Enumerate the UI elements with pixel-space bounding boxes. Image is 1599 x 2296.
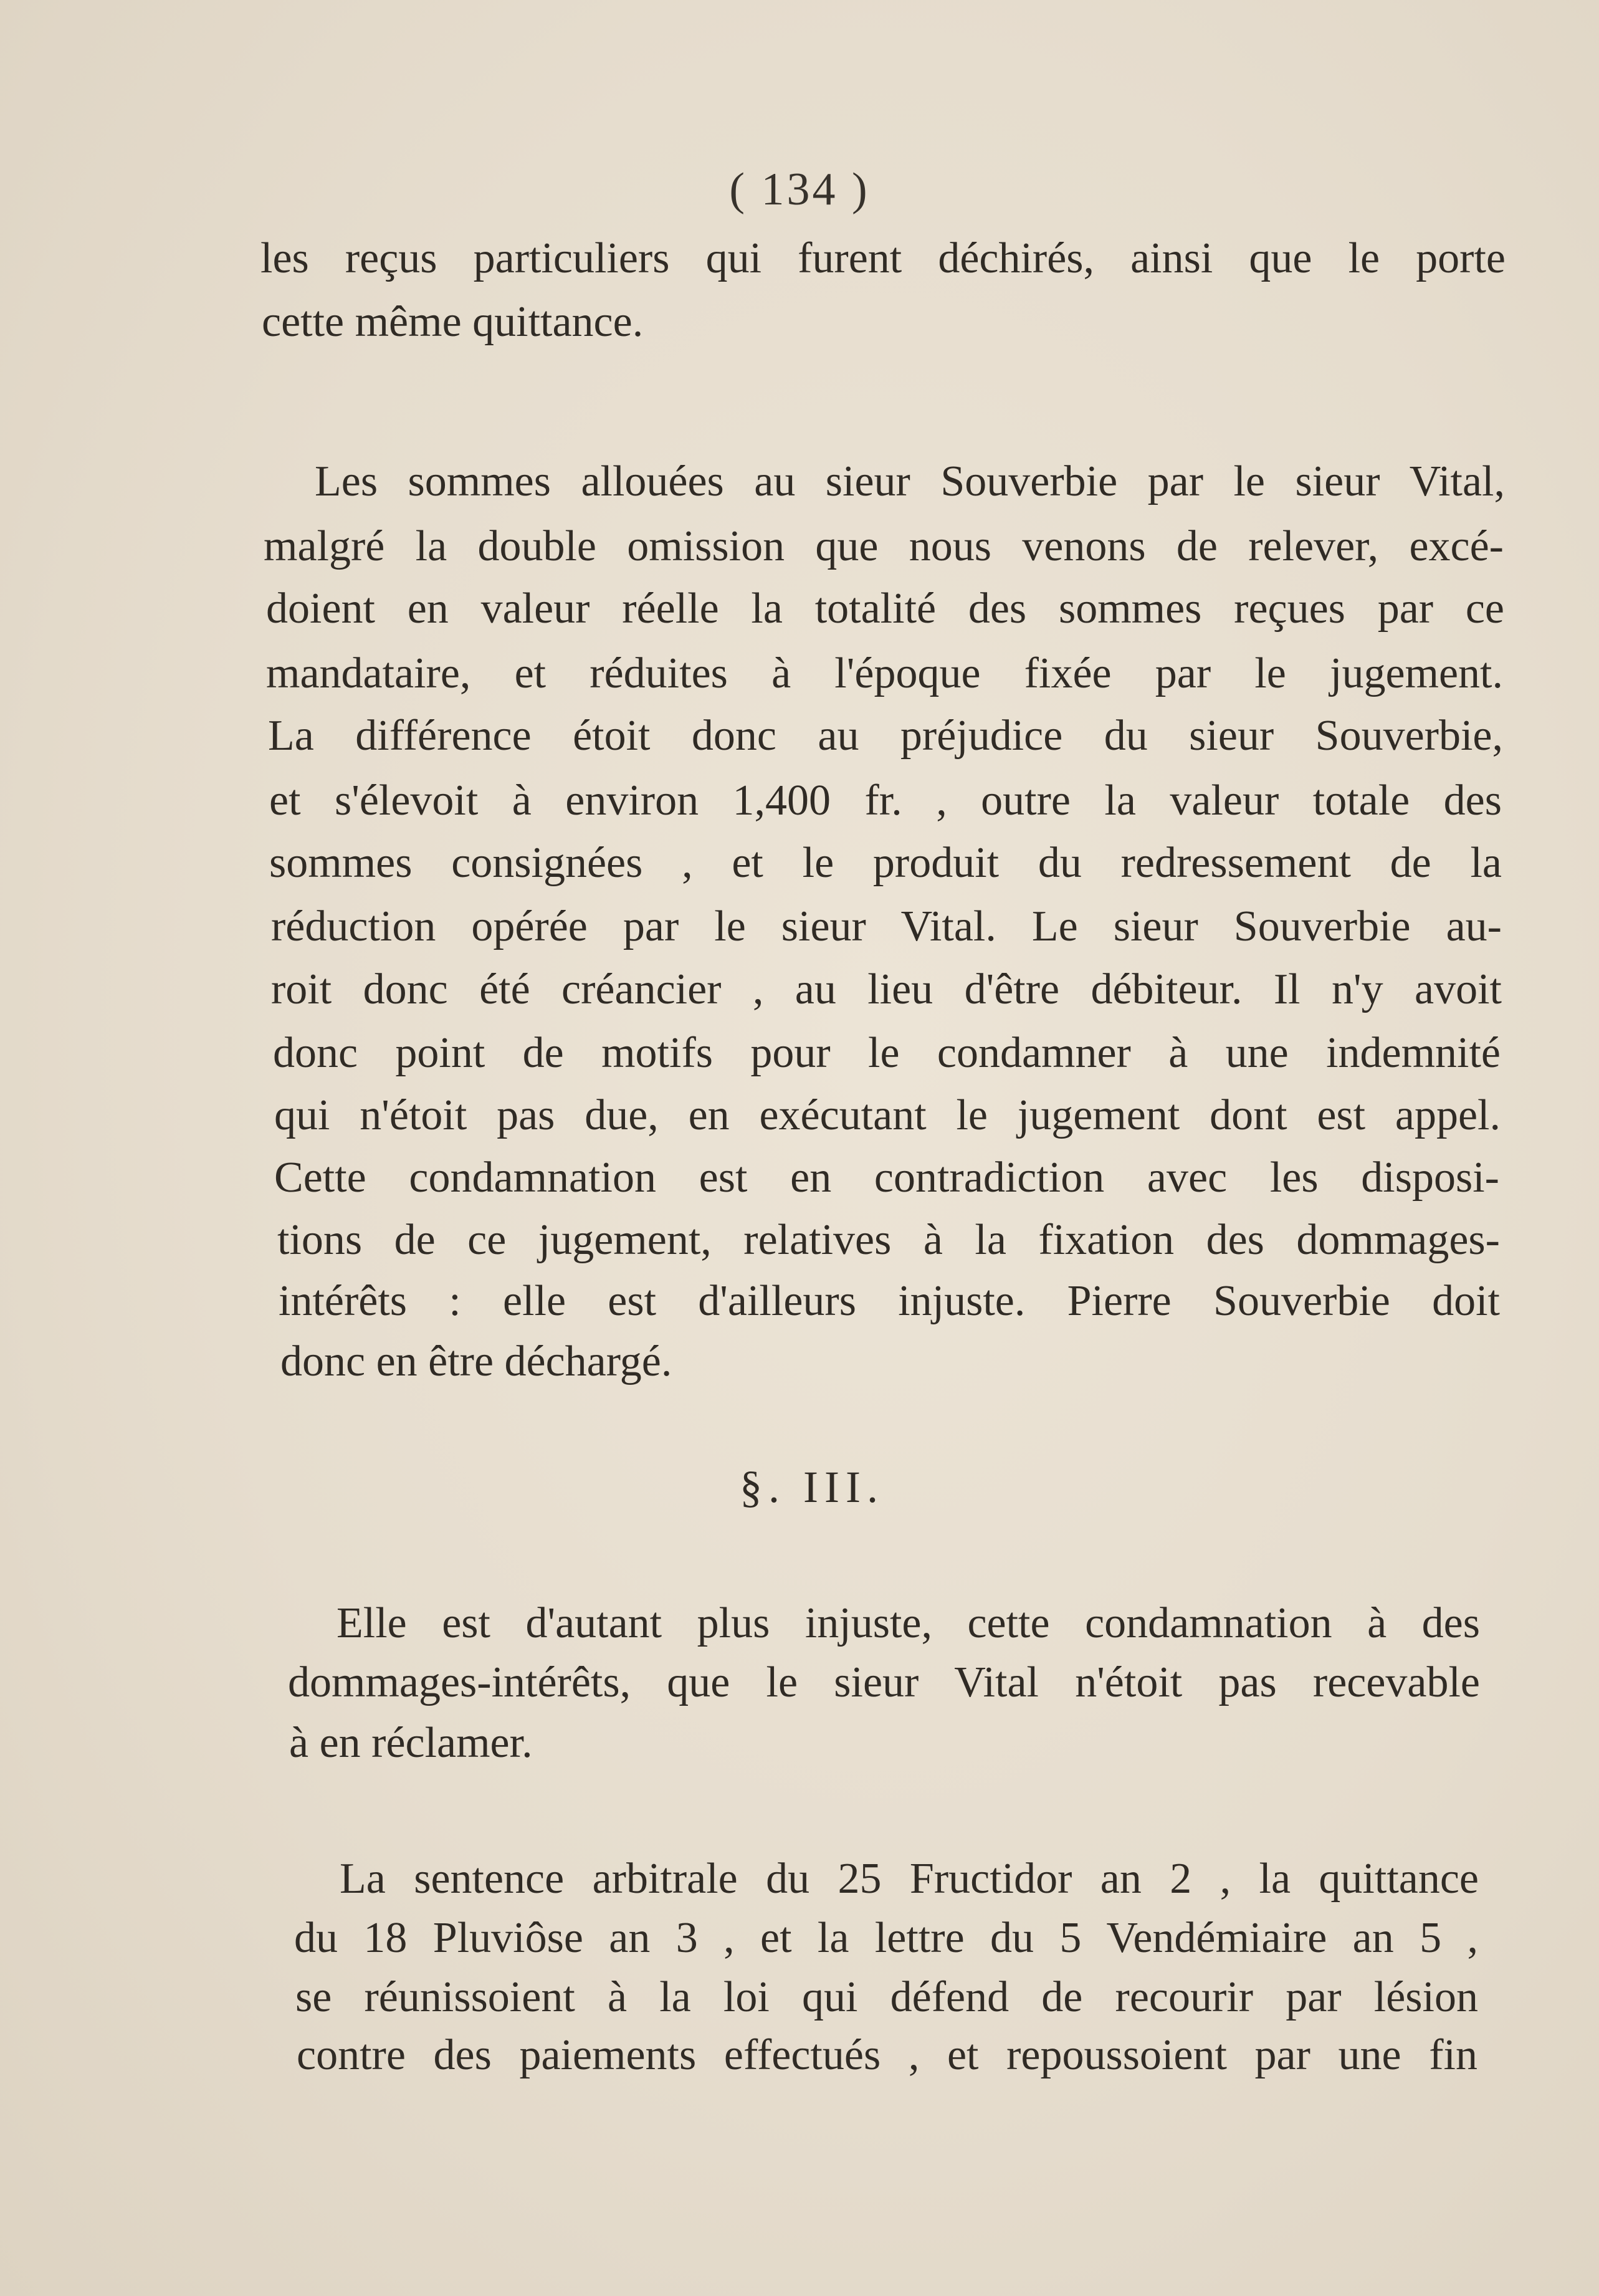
text-line: tions de ce jugement, relatives à la fixation des dommages- bbox=[277, 1216, 1500, 1264]
text-line: les reçus particuliers qui furent déchirés, ainsi que le porte bbox=[260, 234, 1506, 282]
text-line: malgré la double omission que nous venons de relever, excé- bbox=[264, 522, 1504, 570]
text-line: mandataire, et réduites à l'époque fixée par le jugement. bbox=[266, 649, 1503, 697]
text-line: contre des paiements effectués , et repoussoient par une fin bbox=[297, 2031, 1477, 2079]
text-line: se réunissoient à la loi qui défend de recourir par lésion bbox=[295, 1973, 1478, 2021]
text-line: réduction opérée par le sieur Vital. Le sieur Souverbie au- bbox=[271, 902, 1502, 950]
text-line: donc point de motifs pour le condamner à une indemnité bbox=[273, 1029, 1501, 1077]
text-line: La sentence arbitrale du 25 Fructidor an 2 , la quittance bbox=[340, 1855, 1479, 1903]
text-line: Les sommes allouées au sieur Souverbie par le sieur Vital, bbox=[315, 457, 1505, 505]
text-line: qui n'étoit pas due, en exécutant le jugement dont est appel. bbox=[274, 1091, 1501, 1139]
text-line: La différence étoit donc au préjudice du sieur Souverbie, bbox=[268, 712, 1503, 760]
text-line: Cette condamnation est en contradiction avec les disposi- bbox=[274, 1154, 1499, 1202]
text-line: doient en valeur réelle la totalité des sommes reçues par ce bbox=[266, 585, 1504, 633]
page-number: ( 134 ) bbox=[729, 164, 870, 215]
text-line: cette même quittance. bbox=[262, 298, 644, 346]
text-line: intérêts : elle est d'ailleurs injuste. Pierre Souverbie doit bbox=[279, 1277, 1500, 1325]
text-line: et s'élevoit à environ 1,400 fr. , outre la valeur totale des bbox=[269, 777, 1502, 825]
text-line: roit donc été créancier , au lieu d'être débiteur. Il n'y avoit bbox=[271, 965, 1502, 1013]
section-heading: §. III. bbox=[740, 1462, 884, 1512]
text-line: du 18 Pluviôse an 3 , et la lettre du 5 Vendémiaire an 5 , bbox=[294, 1914, 1478, 1962]
text-line: à en réclamer. bbox=[289, 1719, 533, 1767]
text-line: dommages-intérêts, que le sieur Vital n'étoit pas recevable bbox=[288, 1658, 1480, 1706]
text-line: donc en être déchargé. bbox=[280, 1337, 672, 1385]
text-line: sommes consignées , et le produit du redressement de la bbox=[269, 839, 1502, 887]
text-line: Elle est d'autant plus injuste, cette condamnation à des bbox=[337, 1599, 1480, 1647]
